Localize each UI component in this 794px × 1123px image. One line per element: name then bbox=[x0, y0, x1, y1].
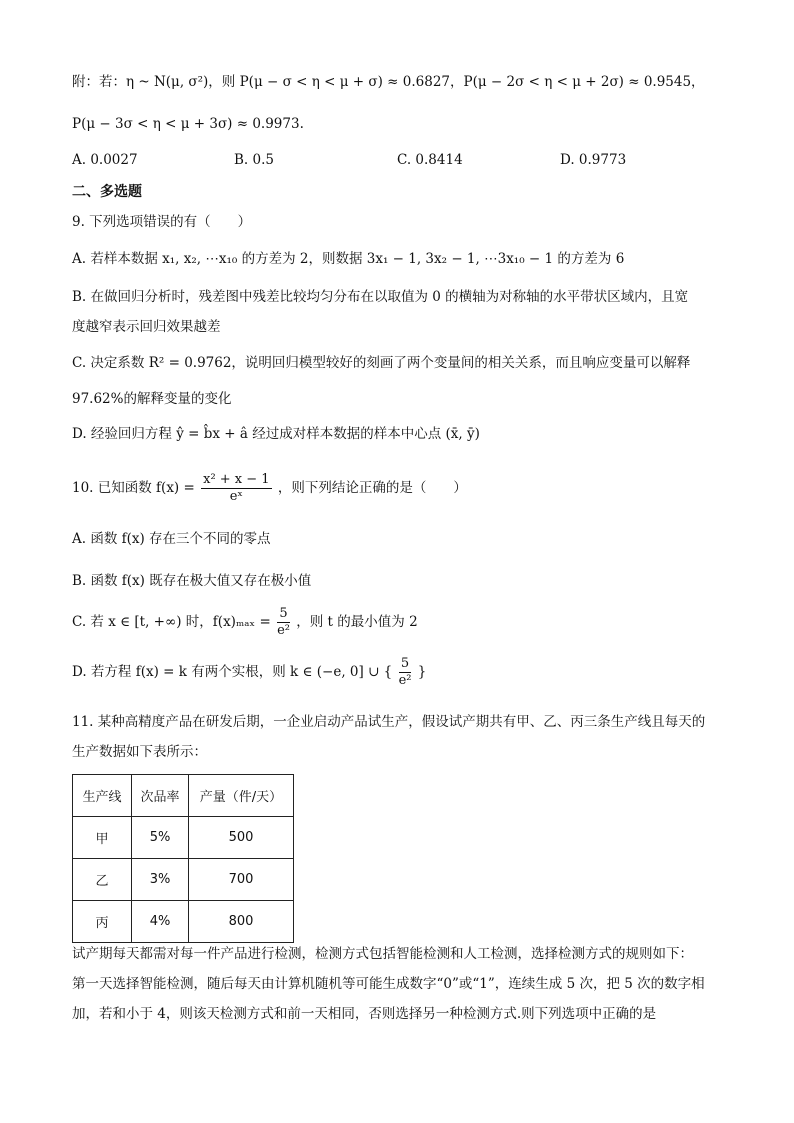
q10-option-c-fraction bbox=[277, 606, 290, 639]
q10-option-d bbox=[72, 654, 426, 690]
q8-option-c: C. 0.8414 bbox=[397, 152, 463, 168]
table-header-cell: 产量（件/天） bbox=[189, 775, 294, 817]
q9-option-c-line2: 97.62%的解释变量的变化 bbox=[72, 391, 232, 407]
q10-option-b: B. 函数 f(x) 既存在极大值又存在极小值 bbox=[72, 573, 312, 589]
q9-option-c-line1: C. 决定系数 R² = 0.9762，说明回归模型较好的刻画了两个变量间的相关关系，而且响应变量可以解释 bbox=[72, 355, 691, 371]
q10-fraction-denominator: eˣ bbox=[229, 489, 243, 504]
q9-option-b-line1: B. 在做回归分析时，残差图中残差比较均匀分布在以取值为 0 的横轴为对称轴的水平带状区域内，且宽 bbox=[72, 289, 689, 305]
q10-option-c-denominator: e² bbox=[277, 623, 290, 638]
q11-rule-line1: 试产期每天都需对每一件产品进行检测，检测方式包括智能检测和人工检测，选择检测方式的规则如下： bbox=[72, 946, 693, 962]
table-header-row bbox=[73, 775, 294, 817]
q9-stem: 9. 下列选项错误的有（ ） bbox=[72, 214, 252, 230]
q10-stem-pre: 10. 已知函数 f(x) = bbox=[72, 480, 195, 496]
table-cell: 乙 bbox=[73, 859, 132, 901]
q9-option-a: A. 若样本数据 x₁, x₂, ⋯x₁₀ 的方差为 2，则数据 3x₁ − 1, 3x₂ − 1, ⋯3x₁₀ − 1 的方差为 6 bbox=[72, 251, 625, 267]
q9-option-d: D. 经验回归方程 ŷ = b̂x + â 经过成对样本数据的样本中心点 (x̄, ȳ) bbox=[72, 426, 480, 442]
q10-option-c-post: ，则 t 的最小值为 2 bbox=[296, 614, 418, 630]
q10-fraction-numerator: x² + x − 1 bbox=[203, 472, 270, 487]
appendix-line-1: 附：若：η ~ N(μ, σ²)，则 P(μ − σ < η < μ + σ) ≈ 0.6827，P(μ − 2σ < η < μ + 2σ) ≈ 0.9545， bbox=[72, 74, 705, 90]
q10-fraction bbox=[201, 472, 271, 505]
table-cell: 500 bbox=[189, 817, 294, 859]
table-cell: 甲 bbox=[73, 817, 132, 859]
table-cell: 3% bbox=[132, 859, 189, 901]
q10-stem-post: ，则下列结论正确的是（ ） bbox=[277, 480, 467, 496]
table-row bbox=[73, 817, 294, 859]
section-heading: 二、多选题 bbox=[72, 184, 142, 200]
q10-option-d-denominator: e² bbox=[398, 673, 412, 688]
q11-stem-line1: 11. 某种高精度产品在研发后期，一企业启动产品试生产，假设试产期共有甲、乙、丙三条生产线且每天的 bbox=[72, 714, 706, 730]
q10-option-d-numerator: 5 bbox=[399, 656, 412, 673]
q9-option-b-line2: 度越窄表示回归效果越差 bbox=[72, 319, 221, 335]
q10-stem bbox=[72, 470, 467, 506]
q10-option-d-post: } bbox=[417, 664, 427, 680]
q10-option-c-numerator: 5 bbox=[277, 606, 290, 623]
table-cell: 5% bbox=[132, 817, 189, 859]
appendix-line-2: P(μ − 3σ < η < μ + 3σ) ≈ 0.9973. bbox=[72, 116, 304, 132]
table-cell: 700 bbox=[189, 859, 294, 901]
table-cell: 800 bbox=[189, 901, 294, 943]
q11-rule-line2: 第一天选择智能检测，随后每天由计算机随机等可能生成数字“0”或“1”，连续生成 5 次，把 5 次的数字相 bbox=[72, 976, 705, 992]
q8-option-d: D. 0.9773 bbox=[560, 152, 627, 168]
table-cell: 丙 bbox=[73, 901, 132, 943]
q11-stem-line2: 生产数据如下表所示： bbox=[72, 744, 207, 760]
production-table bbox=[72, 774, 294, 943]
table-header-cell: 生产线 bbox=[73, 775, 132, 817]
q10-option-c-pre: C. 若 x ∈ [t, +∞) 时，f(x)ₘₐₓ = bbox=[72, 614, 271, 630]
table-row bbox=[73, 901, 294, 943]
q10-option-a: A. 函数 f(x) 存在三个不同的零点 bbox=[72, 531, 271, 547]
table-cell: 4% bbox=[132, 901, 189, 943]
q10-option-c bbox=[72, 604, 418, 640]
q11-rule-line3: 加，若和小于 4，则该天检测方式和前一天相同，否则选择另一种检测方式.则下列选项中正确的是 bbox=[72, 1006, 657, 1022]
table-row bbox=[73, 859, 294, 901]
q10-option-d-pre: D. 若方程 f(x) = k 有两个实根，则 k ∈ (−e, 0] ∪ { bbox=[72, 664, 393, 680]
q8-option-b: B. 0.5 bbox=[234, 152, 274, 168]
table-header-cell: 次品率 bbox=[132, 775, 189, 817]
q10-option-d-fraction bbox=[399, 656, 412, 689]
q8-option-a: A. 0.0027 bbox=[72, 152, 138, 168]
